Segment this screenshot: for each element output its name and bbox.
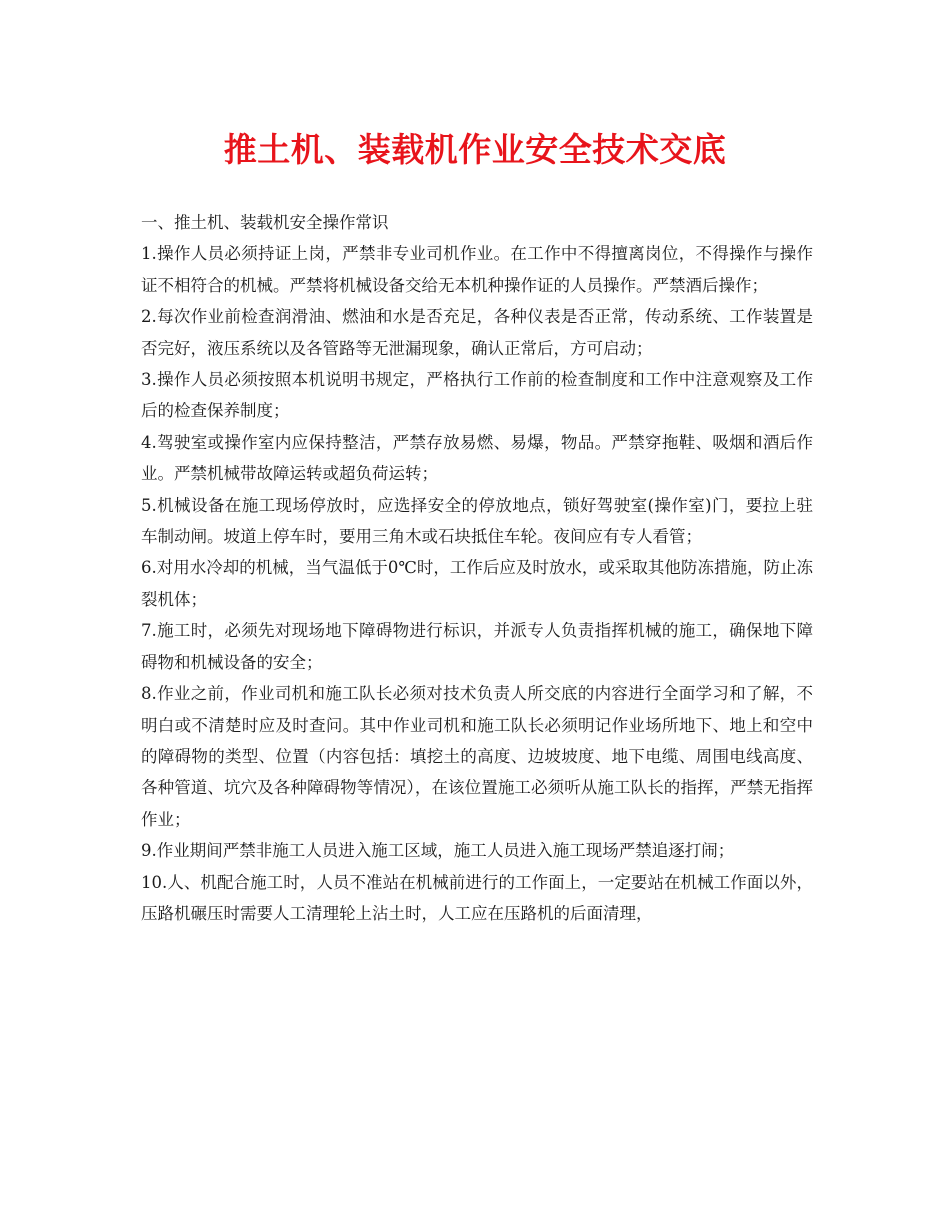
document-body <box>141 207 813 929</box>
rule-item-9: 9.作业期间严禁非施工人员进入施工区域，施工人员进入施工现场严禁追逐打闹； <box>141 841 735 861</box>
rule-item-2: 2.每次作业前检查润滑油、燃油和水是否充足，各种仪表是否正常，传动系统、工作装置是否完好，液压系统以及各管路等无泄漏现象，确认正常后，方可启动； <box>141 307 813 358</box>
rule-item-3: 3.操作人员必须按照本机说明书规定，严格执行工作前的检查制度和工作中注意观察及工作后的检查保养制度； <box>141 370 813 421</box>
rule-item-4: 4.驾驶室或操作室内应保持整洁，严禁存放易燃、易爆，物品。严禁穿拖鞋、吸烟和酒后作业。严禁机械带故障运转或超负荷运转； <box>141 432 813 484</box>
rule-item-1: 1.操作人员必须持证上岗，严禁非专业司机作业。在工作中不得擅离岗位，不得操作与操作证不相符合的机械。严禁将机械设备交给无本机种操作证的人员操作。严禁酒后操作； <box>141 244 813 295</box>
document-title: 推土机、装载机作业安全技术交底 <box>223 130 727 169</box>
rule-item-10: 10.人、机配合施工时，人员不准站在机械前进行的工作面上，一定要站在机械工作面以外，压路机碾压时需要人工清理轮上沾土时，人工应在压路机的后面清理， <box>141 872 813 923</box>
section-heading: 一、推土机、装载机安全操作常识 <box>141 213 389 232</box>
rule-item-8: 8.作业之前，作业司机和施工队长必须对技术负责人所交底的内容进行全面学习和了解，不明白或不清楚时应及时查问。其中作业司机和施工队长必须明记作业场所地下、地上和空中的障碍物的类型、位置（内容包括：填挖土的高度、边坡坡度、地下电缆、周围电线高度、各种管道、坑穴及各种障碍物等情况），在该位置施工必须听从施工队长的指挥，严禁无指挥作业； <box>141 684 813 829</box>
rule-item-5: 5.机械设备在施工现场停放时，应选择安全的停放地点，锁好驾驶室(操作室)门，要拉上驻车制动闸。坡道上停车时，要用三角木或石块抵住车轮。夜间应有专人看管； <box>141 495 813 547</box>
rule-item-7: 7.施工时，必须先对现场地下障碍物进行标识，并派专人负责指挥机械的施工，确保地下障碍物和机械设备的安全； <box>141 621 813 672</box>
rule-item-6: 6.对用水冷却的机械，当气温低于0℃时，工作后应及时放水，或采取其他防冻措施，防止冻裂机体； <box>141 558 813 609</box>
